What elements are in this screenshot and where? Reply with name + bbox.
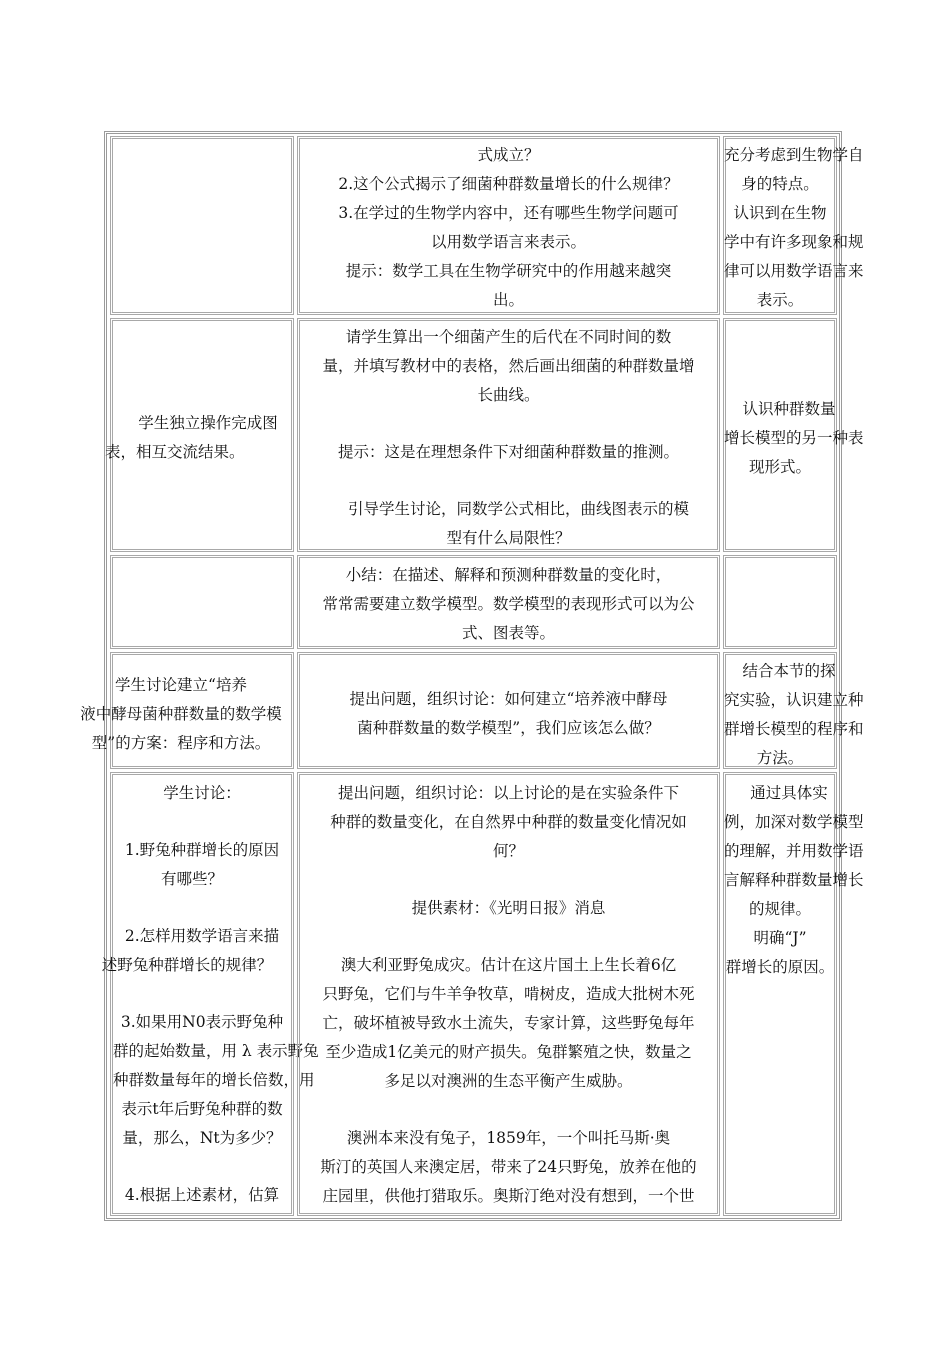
text-line: 律可以用数学语言来 bbox=[724, 262, 864, 280]
text-line: 出。 bbox=[492, 291, 524, 309]
text-line: 提供素材：《光明日报》消息 bbox=[411, 899, 606, 917]
text-line: 认识到在生物 bbox=[733, 204, 827, 222]
text-line: 表示t年后野兔种群的数 bbox=[121, 1100, 283, 1118]
text-line: 1.野兔种群增长的原因 bbox=[124, 841, 280, 859]
text-line: 学生讨论： bbox=[163, 784, 241, 802]
text-line: 常常需要建立数学模型。数学模型的表现形式可以为公 bbox=[322, 595, 695, 613]
text-line: 量，那么，Nt为多少？ bbox=[122, 1129, 282, 1147]
text-line: 型”的方案：程序和方法。 bbox=[91, 734, 271, 752]
text-line: 表，相互交流结果。 bbox=[105, 443, 245, 461]
text-line: 种群的数量变化，在自然界中种群的数量变化情况如 bbox=[330, 813, 687, 831]
text-line: 充分考虑到生物学自 bbox=[724, 146, 864, 164]
row1-student-cell bbox=[110, 136, 294, 315]
text-line: 庄园里，供他打猎取乐。奥斯汀绝对没有想到，一个世 bbox=[322, 1187, 695, 1205]
text-line: 群的起始数量，用 λ 表示野兔 bbox=[113, 1042, 319, 1060]
row4-teacher-cell bbox=[297, 652, 720, 769]
text-line: 认识种群数量 bbox=[742, 400, 836, 418]
text-line: 言解释种群数量增长 bbox=[724, 871, 864, 889]
row5-student-cell bbox=[101, 772, 319, 1216]
text-line: 式成立？ bbox=[477, 146, 540, 164]
text-line: 量，并填写教材中的表格，然后画出细菌的种群数量增 bbox=[322, 357, 695, 375]
text-line: 通过具体实 bbox=[750, 784, 828, 802]
text-line: 澳大利亚野兔成灾。估计在这片国土上生长着6亿 bbox=[340, 956, 677, 974]
text-line: 式、图表等。 bbox=[461, 624, 555, 642]
text-line: 的理解，并用数学语 bbox=[724, 842, 864, 860]
text-line: 多足以对澳洲的生态平衡产生威胁。 bbox=[384, 1072, 633, 1090]
text-line: 引导学生讨论，同数学公式相比，曲线图表示的模 bbox=[347, 500, 689, 518]
text-line: 3.在学过的生物学内容中，还有哪些生物学问题可 bbox=[338, 204, 679, 222]
text-line: 小结：在描述、解释和预测种群数量的变化时， bbox=[345, 566, 672, 584]
text-line: 菌种群数量的数学模型”，我们应该怎么做？ bbox=[357, 719, 660, 737]
row1-purpose-cell bbox=[723, 136, 864, 315]
row2-purpose-cell bbox=[723, 318, 864, 552]
text-line: 增长模型的另一种表 bbox=[724, 429, 864, 447]
text-line: 请学生算出一个细菌产生的后代在不同时间的数 bbox=[345, 328, 672, 346]
row4-student-cell bbox=[80, 652, 294, 769]
text-line: 述野兔种群增长的规律？ bbox=[101, 956, 273, 974]
row1-teacher-cell bbox=[297, 136, 720, 315]
row2-teacher-cell bbox=[297, 318, 720, 552]
row5-purpose-cell bbox=[723, 772, 864, 1216]
text-line: 明确“J” bbox=[753, 929, 807, 947]
text-line: 提示：数学工具在生物学研究中的作用越来越突 bbox=[345, 262, 672, 280]
text-line: 结合本节的探 bbox=[742, 662, 836, 680]
text-line: 4.根据上述素材，估算 bbox=[124, 1186, 280, 1204]
text-line: 提示：这是在理想条件下对细菌种群数量的推测。 bbox=[337, 443, 679, 461]
text-line: 的规律。 bbox=[748, 900, 811, 918]
row2-student-cell bbox=[105, 318, 294, 552]
text-line: 现形式。 bbox=[748, 458, 811, 476]
text-line: 身的特点。 bbox=[741, 175, 819, 193]
text-line: 提出问题，组织讨论：以上讨论的是在实验条件下 bbox=[337, 784, 679, 802]
text-line: 至少造成1亿美元的财产损失。兔群繁殖之快，数量之 bbox=[325, 1043, 692, 1061]
text-line: 学生独立操作完成图 bbox=[138, 414, 278, 432]
text-line: 长曲线。 bbox=[477, 386, 540, 404]
text-line: 3.如果用N0表示野兔种 bbox=[120, 1013, 284, 1031]
text-line: 何？ bbox=[492, 842, 524, 860]
row3-purpose-cell bbox=[723, 555, 837, 649]
text-line: 2.怎样用数学语言来描 bbox=[124, 927, 280, 945]
text-line: 只野兔，它们与牛羊争牧草，啃树皮，造成大批树木死 bbox=[322, 985, 695, 1003]
text-line: 有哪些？ bbox=[160, 870, 223, 888]
text-line: 群增长模型的程序和 bbox=[724, 720, 864, 738]
text-line: 提出问题，组织讨论：如何建立“培养液中酵母 bbox=[349, 690, 668, 708]
text-line: 亡，破坏植被导致水土流失，专家计算，这些野兔每年 bbox=[322, 1014, 695, 1032]
row3-teacher-cell bbox=[297, 555, 720, 649]
text-line: 群增长的原因。 bbox=[725, 958, 835, 976]
text-line: 例，加深对数学模型 bbox=[724, 813, 864, 831]
text-line: 液中酵母菌种群数量的数学模 bbox=[80, 705, 282, 723]
text-line: 种群数量每年的增长倍数，用 bbox=[113, 1071, 315, 1089]
row4-purpose-cell bbox=[723, 652, 864, 769]
text-line: 学中有许多现象和规 bbox=[724, 233, 864, 251]
text-line: 2.这个公式揭示了细菌种群数量增长的什么规律？ bbox=[338, 175, 679, 193]
row5-teacher-cell bbox=[297, 772, 720, 1216]
text-line: 学生讨论建立“培养 bbox=[115, 676, 247, 694]
text-line: 型有什么局限性？ bbox=[446, 529, 571, 547]
text-line: 表示。 bbox=[756, 291, 804, 309]
text-line: 方法。 bbox=[756, 749, 804, 767]
text-line: 澳洲本来没有兔子，1859年，一个叫托马斯·奥 bbox=[346, 1129, 671, 1147]
text-line: 以用数学语言来表示。 bbox=[430, 233, 586, 251]
row3-student-cell bbox=[110, 555, 294, 649]
text-line: 究实验，认识建立种 bbox=[724, 691, 864, 709]
text-line: 斯汀的英国人来澳定居，带来了24只野兔，放养在他的 bbox=[320, 1158, 697, 1176]
